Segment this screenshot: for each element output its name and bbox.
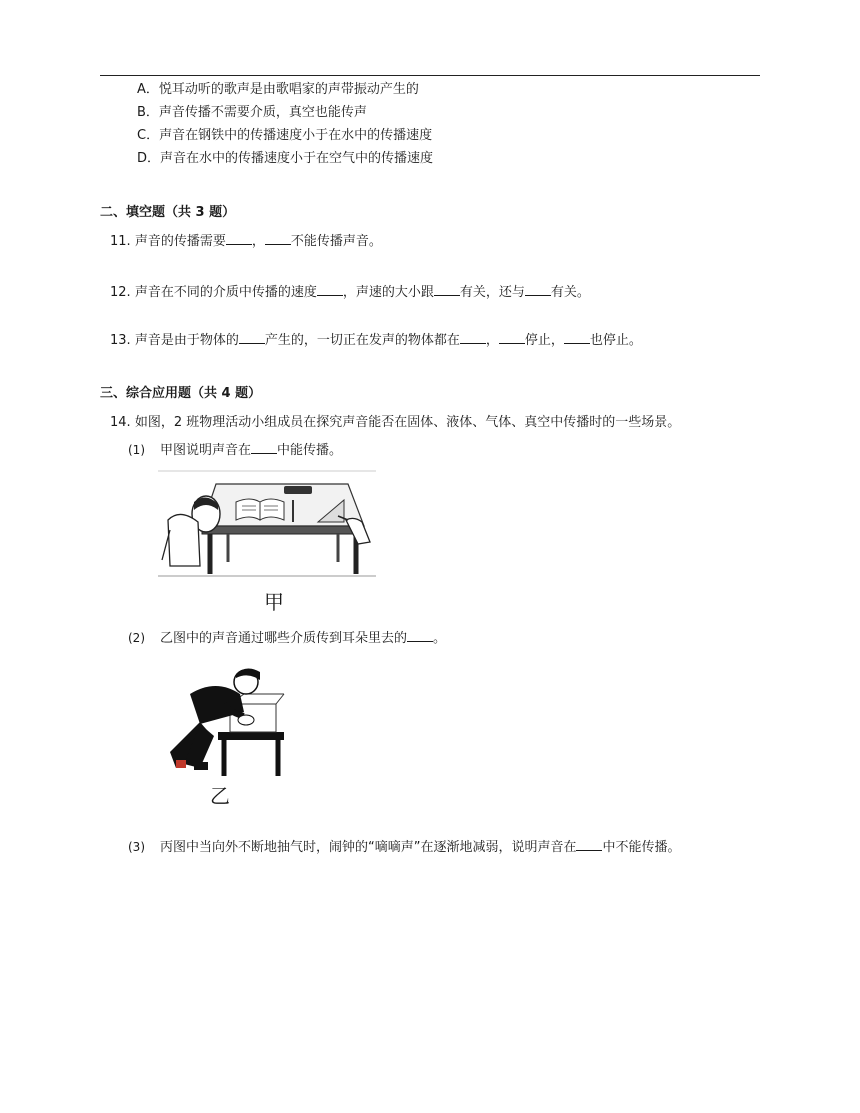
answer-blank[interactable] xyxy=(564,331,590,344)
answer-blank[interactable] xyxy=(499,331,525,344)
figure-yi-illustration xyxy=(160,664,288,780)
choice-d: D．声音在水中的传播速度小于在空气中的传播速度 xyxy=(137,151,434,166)
section-2-title: 二、填空题（共 3 题） xyxy=(100,205,236,220)
sub-question-3: 丙图中当向外不断地抽气时，闹钟的“嘀嘀声”在逐渐地减弱，说明声音在 中不能传播。 xyxy=(160,840,681,855)
answer-blank[interactable] xyxy=(226,232,252,245)
choice-b: B．声音传播不需要介质，真空也能传声 xyxy=(137,105,367,120)
answer-blank[interactable] xyxy=(576,838,602,851)
question-14: 14. 如图，2 班物理活动小组成员在探究声音能否在固体、液体、气体、真空中传播时的一些场景。 xyxy=(110,415,681,430)
answer-blank[interactable] xyxy=(525,283,551,296)
choice-a: A．悦耳动听的歌声是由歌唱家的声带振动产生的 xyxy=(137,82,419,97)
figure-jia-illustration xyxy=(158,470,376,578)
answer-blank[interactable] xyxy=(239,331,265,344)
answer-blank[interactable] xyxy=(407,629,433,642)
answer-blank[interactable] xyxy=(434,283,460,296)
sub-question-1-number: (1) xyxy=(128,443,145,457)
choice-c: C．声音在钢铁中的传播速度小于在水中的传播速度 xyxy=(137,128,433,143)
figure-jia-caption: 甲 xyxy=(264,590,284,614)
section-3-title: 三、综合应用题（共 4 题） xyxy=(100,386,262,401)
header-rule xyxy=(100,75,760,76)
question-12: 12. 声音在不同的介质中传播的速度 ，声速的大小跟 有关，还与 有关。 xyxy=(110,285,590,300)
sub-question-3-number: (3) xyxy=(128,840,145,854)
sub-question-2: 乙图中的声音通过哪些介质传到耳朵里去的 。 xyxy=(160,631,447,646)
answer-blank[interactable] xyxy=(317,283,343,296)
question-11: 11. 声音的传播需要 ， 不能传播声音。 xyxy=(110,234,382,249)
sub-question-1: 甲图说明声音在 中能传播。 xyxy=(160,443,343,458)
figure-yi-caption: 乙 xyxy=(210,784,230,808)
answer-blank[interactable] xyxy=(251,441,277,454)
answer-blank[interactable] xyxy=(265,232,291,245)
question-13: 13. 声音是由于物体的 产生的，一切正在发声的物体都在 ， 停止， 也停止。 xyxy=(110,333,642,348)
answer-blank[interactable] xyxy=(460,331,486,344)
sub-question-2-number: (2) xyxy=(128,631,145,645)
